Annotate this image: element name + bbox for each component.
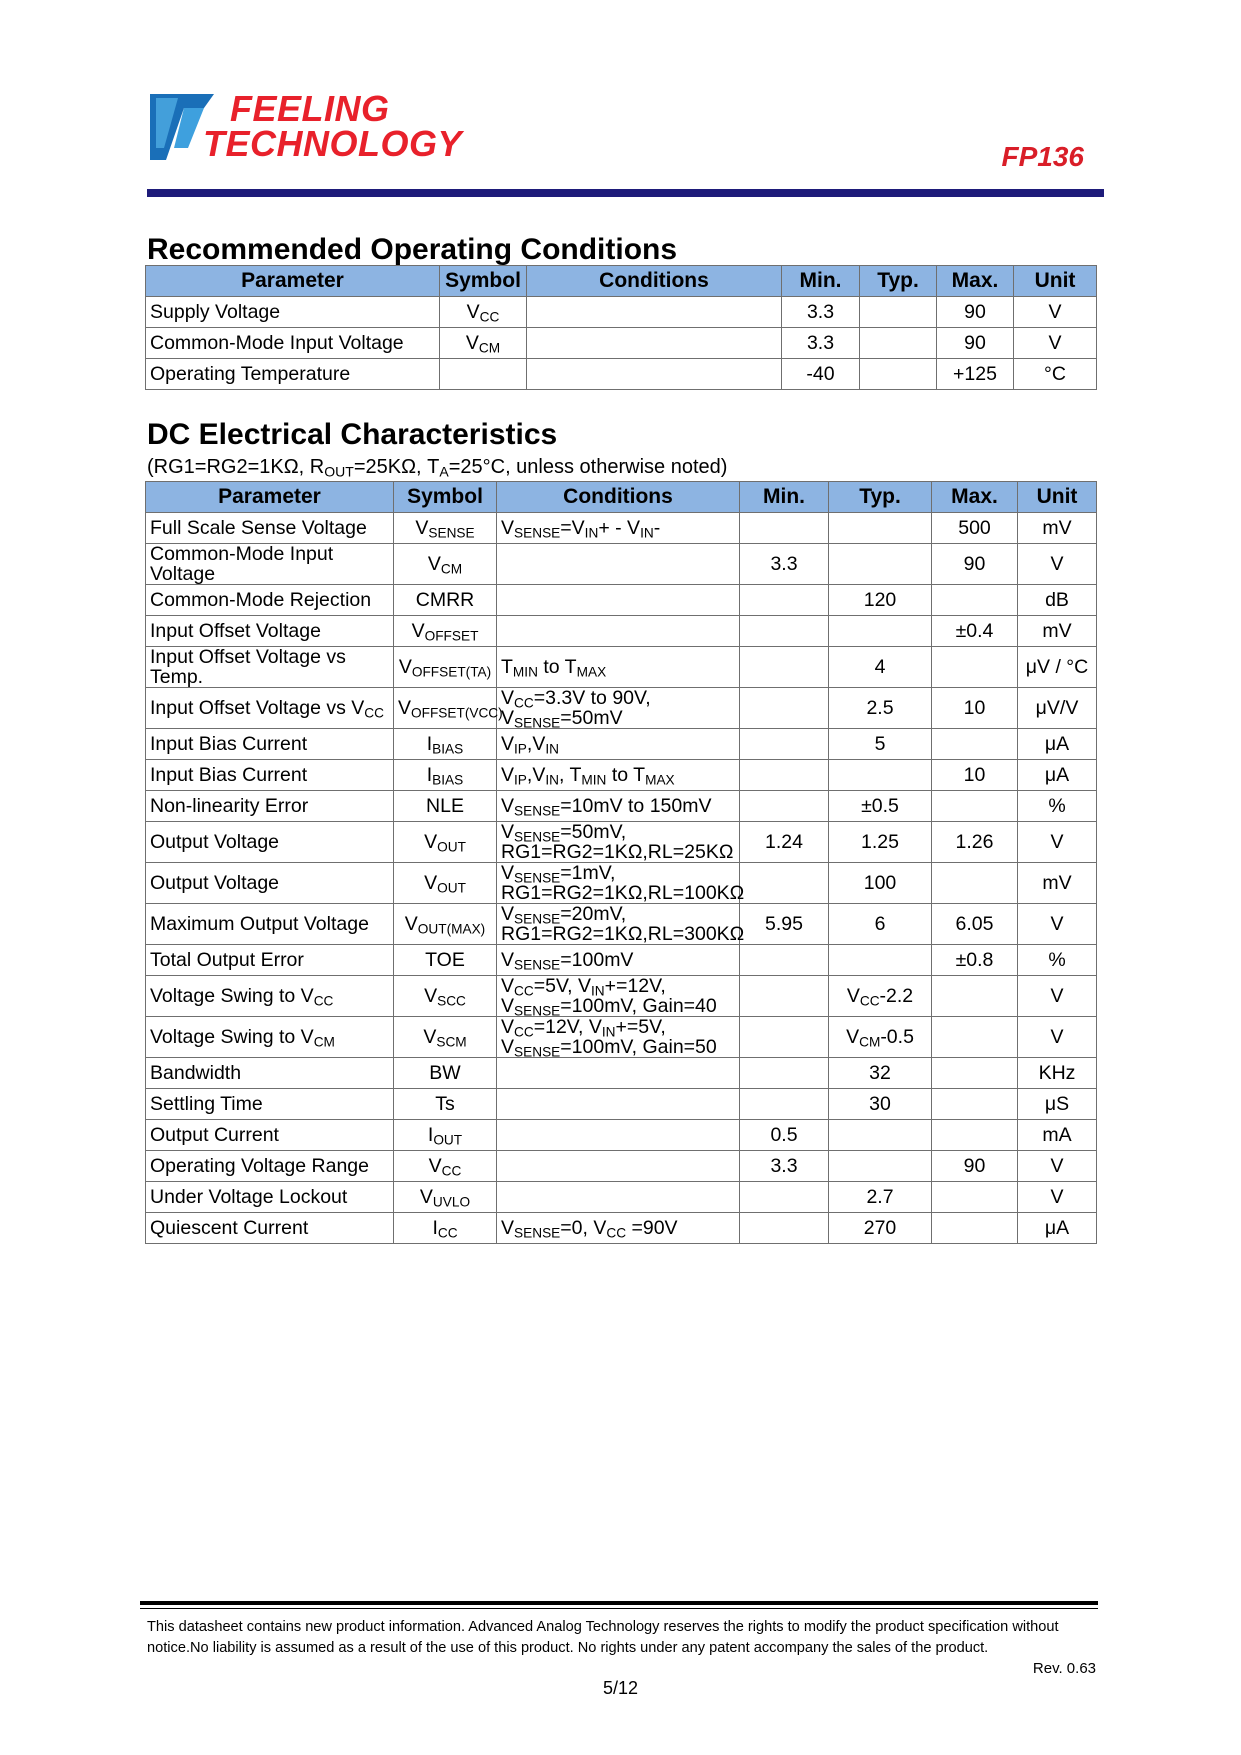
table-row [146,513,1097,544]
cell-min: 3.3 [782,297,860,328]
table-row [146,328,1097,359]
cell-symbol: $V_{SCC}$ [394,976,497,1017]
cell-param: Input Offset Voltage vs Temp. [146,647,394,688]
cell-cond: $V_{SENSE}=20mV$, RG1=RG2=1KΩ,RL=300KΩ [497,904,740,945]
cell-typ: 30 [829,1089,932,1120]
table-row [146,945,1097,976]
cell-unit: V [1018,1182,1097,1213]
cell-symbol: $V_{OUT}$ [394,822,497,863]
table-row [146,1151,1097,1182]
cell-unit: μA [1018,1213,1097,1244]
cell-typ: 120 [829,585,932,616]
cell-typ: 6 [829,904,932,945]
cell-max: 90 [932,1151,1018,1182]
revision-label: Rev. 0.63 [1032,1660,1096,1677]
cell-min [740,760,829,791]
section-title-dc: DC Electrical Characteristics [147,418,558,451]
cell-min [740,585,829,616]
cell-param: Voltage Swing to $V_{CM}$ [146,1017,394,1058]
cell-typ: $V_{CC}-2.2$ [829,976,932,1017]
column-header: Max. [937,266,1014,297]
cell-typ: 5 [829,729,932,760]
cell-typ: 100 [829,863,932,904]
cell-cond [527,328,782,359]
table-row [146,1213,1097,1244]
cell-max [932,1089,1018,1120]
cell-cond [497,544,740,585]
cell-unit: μA [1018,760,1097,791]
cell-param: Settling Time [146,1089,394,1120]
cell-max: 90 [932,544,1018,585]
cell-symbol: $V_{CM}$ [440,328,527,359]
cell-unit: mV [1018,513,1097,544]
cell-cond [527,359,782,390]
company-logo [148,88,488,170]
recommended-conditions-table [145,265,1097,390]
footer-rule-thin [140,1608,1098,1609]
cell-cond: $T_{MIN}$ to $T_{MAX}$ [497,647,740,688]
cell-symbol: $I_{BIAS}$ [394,729,497,760]
cell-unit: °C [1014,359,1097,390]
cell-typ [829,1151,932,1182]
dc-characteristics-table [145,481,1097,1244]
cell-unit: V [1014,297,1097,328]
cell-cond [497,1120,740,1151]
table-row [146,729,1097,760]
cell-unit: V [1014,328,1097,359]
cell-max: 500 [932,513,1018,544]
cell-min [740,1058,829,1089]
cell-param: Input Bias Current [146,760,394,791]
cell-min [740,688,829,729]
table-row [146,863,1097,904]
cell-typ [860,359,937,390]
cell-symbol: $I_{OUT}$ [394,1120,497,1151]
cell-unit: % [1018,791,1097,822]
part-number: FP136 [1001,141,1084,172]
column-header: Symbol [394,482,497,513]
table-row [146,1182,1097,1213]
column-header: Max. [932,482,1018,513]
cell-max: +125 [937,359,1014,390]
cell-param: Supply Voltage [146,297,440,328]
table-row [146,616,1097,647]
cell-symbol: Ts [394,1089,497,1120]
table-row [146,791,1097,822]
cell-max [932,1017,1018,1058]
logo-text-technology: TECHNOLOGY [203,123,463,164]
cell-cond [497,1089,740,1120]
cell-min: 3.3 [740,544,829,585]
cell-cond: $V_{CC}=5V$, $V_{IN}+=12V$, $V_{SENSE}=100mV$, Gain=40 [497,976,740,1017]
cell-unit: mV [1018,616,1097,647]
cell-symbol: TOE [394,945,497,976]
column-header: Conditions [527,266,782,297]
cell-max [932,1120,1018,1151]
cell-max [932,647,1018,688]
cell-unit: mV [1018,863,1097,904]
table-row [146,976,1097,1017]
cell-min [740,1213,829,1244]
header-rule [147,189,1104,197]
cell-param: Quiescent Current [146,1213,394,1244]
table-row [146,1089,1097,1120]
cell-max: 10 [932,760,1018,791]
cell-unit: V [1018,544,1097,585]
cell-param: Input Bias Current [146,729,394,760]
cell-param: Output Current [146,1120,394,1151]
table-row [146,688,1097,729]
cell-cond: $V_{SENSE}=0$, $V_{CC} =90V$ [497,1213,740,1244]
cell-symbol: BW [394,1058,497,1089]
cell-unit: V [1018,1151,1097,1182]
cell-max: 1.26 [932,822,1018,863]
cell-typ: $V_{CM}-0.5$ [829,1017,932,1058]
cell-symbol: $V_{SENSE}$ [394,513,497,544]
cell-symbol: NLE [394,791,497,822]
cell-param: Input Offset Voltage [146,616,394,647]
cell-typ [829,513,932,544]
cell-cond [497,1151,740,1182]
cell-cond: $V_{CC}=12V$, $V_{IN}+=5V$, $V_{SENSE}=100mV$, Gain=50 [497,1017,740,1058]
table-row [146,1058,1097,1089]
cell-max [932,863,1018,904]
cell-unit: V [1018,976,1097,1017]
test-conditions-note: (RG1=RG2=1KΩ, $R_{OUT}=25K\Omega$, $T_A=25^\circ C$, unless otherwise noted) [147,456,728,480]
cell-cond [497,1182,740,1213]
column-header: Conditions [497,482,740,513]
cell-cond [497,1058,740,1089]
table-row [146,1120,1097,1151]
table-row [146,544,1097,585]
cell-min [740,976,829,1017]
cell-typ [829,945,932,976]
cell-cond [497,616,740,647]
cell-typ: 32 [829,1058,932,1089]
column-header: Min. [782,266,860,297]
cell-symbol: $V_{UVLO}$ [394,1182,497,1213]
cell-typ [829,616,932,647]
cell-min [740,863,829,904]
cell-min [740,513,829,544]
cell-cond: $V_{IP},V_{IN}$, $T_{MIN}$ to $T_{MAX}$ [497,760,740,791]
table-row [146,904,1097,945]
cell-min [740,616,829,647]
cell-min: 1.24 [740,822,829,863]
column-header: Typ. [829,482,932,513]
cell-unit: μV/V [1018,688,1097,729]
cell-unit: V [1018,1017,1097,1058]
cell-unit: dB [1018,585,1097,616]
cell-param: Total Output Error [146,945,394,976]
cell-unit: μS [1018,1089,1097,1120]
cell-cond: $V_{SENSE}=V_{IN}+ - V_{IN}-$ [497,513,740,544]
cell-max [932,791,1018,822]
cell-min [740,945,829,976]
cell-unit: mA [1018,1120,1097,1151]
table-row [146,1017,1097,1058]
cell-symbol: $V_{OFFSET(TA)}$ [394,647,497,688]
cell-cond: $V_{IP},V_{IN}$ [497,729,740,760]
footer-rule-thick [140,1601,1098,1605]
cell-cond: $V_{CC}=3.3V$ to 90V, $V_{SENSE}=50mV$ [497,688,740,729]
table-row [146,297,1097,328]
cell-symbol: $V_{SCM}$ [394,1017,497,1058]
section-title-recommended: Recommended Operating Conditions [147,233,678,266]
cell-param: Common-Mode Rejection [146,585,394,616]
cell-max: 90 [937,328,1014,359]
cell-max: ±0.8 [932,945,1018,976]
cell-max [932,1182,1018,1213]
cell-param: Bandwidth [146,1058,394,1089]
cell-typ [860,328,937,359]
cell-typ [860,297,937,328]
cell-symbol: $I_{BIAS}$ [394,760,497,791]
cell-unit: V [1018,904,1097,945]
cell-symbol: $I_{CC}$ [394,1213,497,1244]
cell-typ: 2.7 [829,1182,932,1213]
cell-param: Operating Temperature [146,359,440,390]
cell-symbol: $V_{CC}$ [440,297,527,328]
cell-min [740,729,829,760]
cell-param: Maximum Output Voltage [146,904,394,945]
cell-param: Common-Mode Input Voltage [146,544,394,585]
cell-min [740,1017,829,1058]
table-row [146,822,1097,863]
cell-symbol: CMRR [394,585,497,616]
cell-symbol: $V_{OUT}$ [394,863,497,904]
cell-symbol: $V_{OFFSET(VCC)}$ [394,688,497,729]
cell-max: 6.05 [932,904,1018,945]
cell-min [740,647,829,688]
cell-typ: 1.25 [829,822,932,863]
cell-max [932,1058,1018,1089]
cell-max [932,585,1018,616]
cell-typ: ±0.5 [829,791,932,822]
column-header: Min. [740,482,829,513]
table-row [146,585,1097,616]
cell-unit: KHz [1018,1058,1097,1089]
cell-cond [497,585,740,616]
cell-typ [829,544,932,585]
cell-param: Output Voltage [146,822,394,863]
cell-typ [829,1120,932,1151]
table-row [146,760,1097,791]
cell-param: Voltage Swing to $V_{CC}$ [146,976,394,1017]
cell-param: Under Voltage Lockout [146,1182,394,1213]
cell-param: Output Voltage [146,863,394,904]
cell-max [932,1213,1018,1244]
column-header: Symbol [440,266,527,297]
cell-param: Common-Mode Input Voltage [146,328,440,359]
column-header: Parameter [146,266,440,297]
cell-symbol [440,359,527,390]
cell-unit: μV / °C [1018,647,1097,688]
table-row [146,359,1097,390]
cell-cond: $V_{SENSE}=10mV$ to 150mV [497,791,740,822]
cell-min [740,1182,829,1213]
cell-symbol: $V_{OFFSET}$ [394,616,497,647]
cell-unit: % [1018,945,1097,976]
cell-symbol: $V_{CC}$ [394,1151,497,1182]
cell-symbol: $V_{OUT(MAX)}$ [394,904,497,945]
page-number: 5/12 [602,1678,639,1698]
cell-unit: μA [1018,729,1097,760]
cell-max: 90 [937,297,1014,328]
column-header: Typ. [860,266,937,297]
cell-typ [829,760,932,791]
cell-min: 3.3 [782,328,860,359]
column-header: Unit [1014,266,1097,297]
cell-unit: V [1018,822,1097,863]
cell-min: -40 [782,359,860,390]
cell-param: Input Offset Voltage vs $V_{CC}$ [146,688,394,729]
cell-param: Non-linearity Error [146,791,394,822]
cell-max: 10 [932,688,1018,729]
cell-min: 0.5 [740,1120,829,1151]
column-header: Unit [1018,482,1097,513]
cell-cond: $V_{SENSE}=1mV$, RG1=RG2=1KΩ,RL=100KΩ [497,863,740,904]
cell-symbol: $V_{CM}$ [394,544,497,585]
cell-param: Operating Voltage Range [146,1151,394,1182]
cell-cond: $V_{SENSE}=100mV$ [497,945,740,976]
cell-typ: 270 [829,1213,932,1244]
cell-min [740,1089,829,1120]
cell-cond: $V_{SENSE}=50mV$, RG1=RG2=1KΩ,RL=25KΩ [497,822,740,863]
cell-min: 3.3 [740,1151,829,1182]
cell-cond [527,297,782,328]
cell-typ: 4 [829,647,932,688]
cell-max [932,729,1018,760]
table-row [146,647,1097,688]
logo-text-feeling: FEELING [230,88,390,129]
disclaimer-text: This datasheet contains new product information. Advanced Analog Technology reserves the rights to modify the product specification without notice.No liability is assumed as a result of the use of this product. No rights under any patent accompany the sales of the product. [147,1619,1059,1656]
cell-max: ±0.4 [932,616,1018,647]
cell-max [932,976,1018,1017]
cell-min [740,791,829,822]
cell-param: Full Scale Sense Voltage [146,513,394,544]
column-header: Parameter [146,482,394,513]
cell-typ: 2.5 [829,688,932,729]
cell-min: 5.95 [740,904,829,945]
